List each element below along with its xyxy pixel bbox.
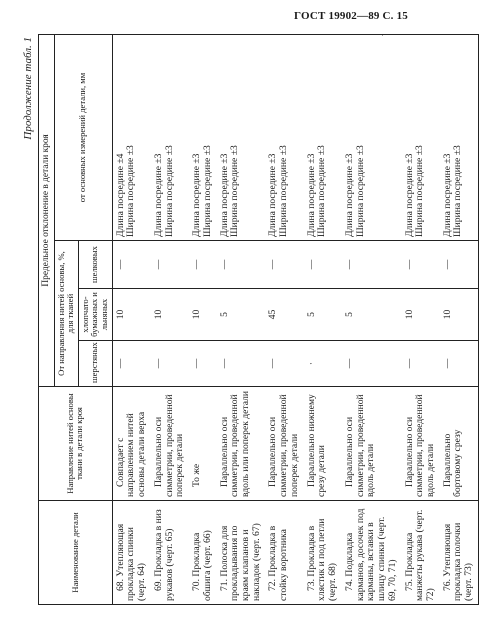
cell-dimension-tolerance (342, 34, 402, 240)
cell-silk: — (189, 241, 216, 289)
cell-name: 71. Полоска для прокладывания по краям клапанов и накладок (черт. 67) (217, 501, 266, 605)
table-row (112, 34, 151, 604)
cell-direction: Параллельно оси симметрии, проведенной вдоль детали (402, 387, 440, 501)
cell-silk: — (151, 241, 189, 289)
cell-wool: — (151, 341, 189, 387)
cell-silk: — (304, 241, 342, 289)
cell-silk: — (342, 241, 402, 289)
tolerance-line: Ширина посредине ±3 (201, 145, 213, 237)
tolerance-line: Ширина посредине ±3 (414, 145, 426, 237)
header-name: Наименование детали (39, 501, 113, 605)
cell-direction: Параллельно оси симметрии, проведенной поперек детали (265, 387, 303, 501)
cell-cotton: 5 (342, 289, 402, 341)
cell-direction: Параллельно оси симметрии, проведенной вдоль или поперек детали (217, 387, 266, 501)
cell-cotton: 5 (304, 289, 342, 341)
header-cotton: хлопчато-бумажных и льняных (78, 289, 112, 341)
tolerance-line: Ширина посредине ±3 (452, 145, 464, 237)
table-row (151, 34, 189, 604)
cell-name: 69. Прокладка в низ рукавов (черт. 65) (151, 501, 189, 605)
cell-dimension-tolerance (265, 34, 303, 240)
tolerance-line: Длина посредине ±3 (305, 153, 317, 237)
requirements-table (38, 34, 479, 605)
cell-cotton: 10 (151, 289, 189, 341)
tolerance-line: Длина посредине ±3 (343, 153, 355, 237)
tolerance-line: Ширина посредине ±3 (125, 145, 137, 237)
tolerance-line: Длина посредине ±4 (114, 153, 126, 237)
cell-name: 68. Утепляющая прокладка спинки (черт. 64) (112, 501, 151, 605)
table-row (217, 34, 266, 604)
continuation-caption: Продолжение табл. 1 (22, 37, 34, 140)
tolerance-line: Длина посредине ±3 (403, 153, 415, 237)
cell-dimension-tolerance (304, 34, 342, 240)
cell-wool: — (189, 341, 216, 387)
header-from-direction: От направления нитей основы, %, для тканей (54, 241, 78, 387)
cell-dimension-tolerance (402, 34, 440, 240)
cell-silk: — (440, 241, 479, 289)
header-deviation-group: Предельное отклонение в детали кроя (39, 34, 55, 386)
cell-direction: Параллельно нижнему срезу детали (304, 387, 342, 501)
header-silk: шелковых (78, 241, 112, 289)
cell-name: 72. Прокладка в стойку воротника (265, 501, 303, 605)
cell-name: 70. Прокладка обшига (черт. 66) (189, 501, 216, 605)
cell-silk: — (265, 241, 303, 289)
table-row (304, 34, 342, 604)
tolerance-line: Ширина посредине ±3 (354, 145, 366, 237)
tolerance-line: Ширина посредине ±3 (163, 145, 175, 237)
tolerance-line: Ширина посредине ±3 (278, 145, 290, 237)
tolerance-line: Длина посредине ±3 (218, 153, 230, 237)
cell-direction: То же (189, 387, 216, 501)
cell-direction: Параллельно бортовому срезу (440, 387, 479, 501)
cell-cotton: 10 (112, 289, 151, 341)
tolerance-line: Длина посредине ±3 (191, 153, 203, 237)
page-mark: · (381, 30, 384, 40)
cell-direction: Параллельно оси симметрии, проведенной поперек детали (151, 387, 189, 501)
cell-cotton: 5 (217, 289, 266, 341)
page-header: ГОСТ 19902—89 С. 15 (294, 10, 408, 22)
cell-direction: Совпадает с направлением нитей основы детали верха (112, 387, 151, 501)
cell-cotton: 10 (189, 289, 216, 341)
table-row (440, 34, 479, 604)
cell-name: 73. Прокладка в хлястик и под петли (черт. 68) (304, 501, 342, 605)
cell-wool: — (342, 341, 402, 387)
cell-dimension-tolerance (112, 34, 151, 240)
cell-wool: — (265, 341, 303, 387)
cell-name: 75. Прокладка манжеты рукава (черт. 72) (402, 501, 440, 605)
cell-wool: — (402, 341, 440, 387)
cell-silk: — (112, 241, 151, 289)
table-body (112, 34, 478, 604)
cell-wool: — (440, 341, 479, 387)
cell-cotton: 10 (402, 289, 440, 341)
cell-dimension-tolerance (217, 34, 266, 240)
header-dimensions: от основных измерений детали, мм (54, 34, 112, 240)
table-row (265, 34, 303, 604)
cell-name: 74. Подкладка карманов, досочек под карманы, вставки в шлицу спинки (черт. 69, 70, 71) (342, 501, 402, 605)
table-row (402, 34, 440, 604)
cell-wool: · (304, 341, 342, 387)
cell-name: 76. Утепляющая прокладка полочки (черт. 73) (440, 501, 479, 605)
cell-silk: — (217, 241, 266, 289)
tolerance-line: Длина посредине ±3 (267, 153, 279, 237)
rotated-table-page (22, 35, 475, 605)
cell-dimension-tolerance (189, 34, 216, 240)
cell-dimension-tolerance (440, 34, 479, 240)
table-row (189, 34, 216, 604)
cell-wool: — (112, 341, 151, 387)
cell-dimension-tolerance (151, 34, 189, 240)
tolerance-line: Длина посредине ±3 (441, 153, 453, 237)
tolerance-line: Ширина посредине ±3 (229, 145, 241, 237)
header-direction: Направление нитей основы ткани в детали кроя (39, 387, 113, 501)
cell-cotton: 10 (440, 289, 479, 341)
tolerance-line: Длина посредине ±3 (152, 153, 164, 237)
cell-direction: Параллельно оси симметрии, проведенной вдоль детали (342, 387, 402, 501)
tolerance-line: Ширина посредине ±3 (316, 145, 328, 237)
cell-wool: — (217, 341, 266, 387)
table-row (342, 34, 402, 604)
cell-silk: — (402, 241, 440, 289)
cell-cotton: 45 (265, 289, 303, 341)
header-wool: шерстяных (78, 341, 112, 387)
